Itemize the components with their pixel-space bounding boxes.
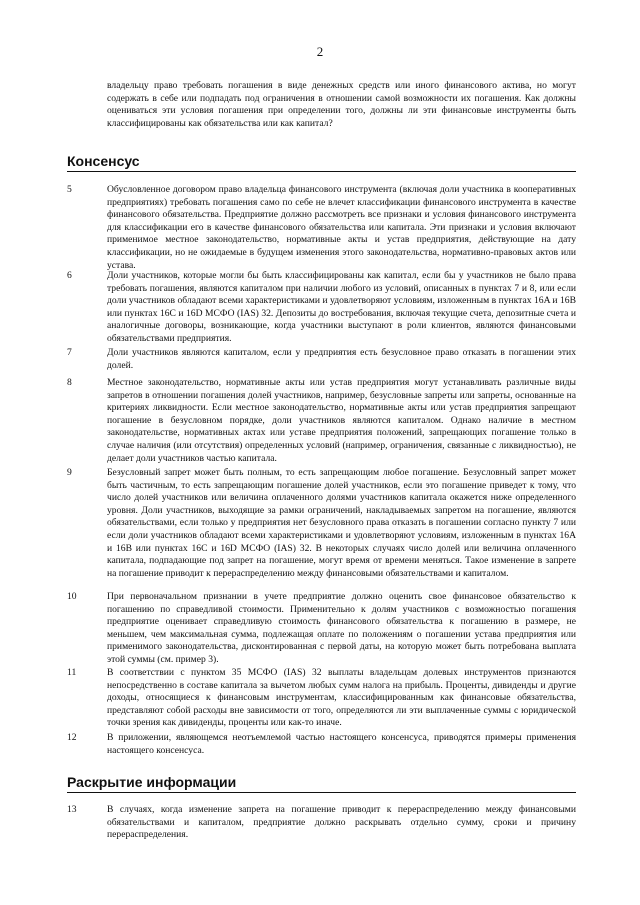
paragraph-10 <box>67 591 576 667</box>
section-heading-consensus: Консенсус <box>67 152 576 172</box>
section-heading-disclosure: Раскрытие информации <box>67 773 576 793</box>
paragraph-number: 10 <box>67 591 77 602</box>
paragraph-number: 7 <box>67 347 72 358</box>
paragraph-5 <box>67 184 576 272</box>
paragraph-text: Местное законодательство, нормативные акты или устав предприятия могут устанавливать различные виды запретов в отношении погашения долей участников, например, безусловные запреты или запреты, основанные на критериях ликвидности. Если местное законодательство, нормативные акты или устав предприятия запрещают погашение в безусловном порядке, доли участников являются капиталом. Однако наличие в местном законодательстве, нормативных актах или уставе предприятия положений, запрещающих погашение только в случае наличия (или отсутствия) определенных условий (например, ограничения, связанные с ликвидностью), не делает доли участников частью капитала. <box>107 377 576 464</box>
paragraph-text: В случаях, когда изменение запрета на погашение приводит к перераспределению между финансовыми обязательствами и капиталом, предприятие должно раскрывать отдельно сумму, сроки и причину перераспределения. <box>107 804 576 841</box>
intro-paragraph: владельцу право требовать погашения в виде денежных средств или иного финансового актива, но могут содержать в себе или подпадать под ограничения в отношении самой возможности их погашения. Как должны оцениваться эти условия погашения при определении того, должны ли эти финансовые инструменты быть классифицированы как обязательства или как капитал? <box>107 80 576 129</box>
paragraph-text: Безусловный запрет может быть полным, то есть запрещающим любое погашение. Безусловный запрет может быть частичным, то есть запрещающим погашение долей участников, если это погашение приведет к тому, что число долей участников или величина оплаченного долями участников капитала окажется ниже определенного уровня. Доли участников, выходящие за рамки ограничений, накладываемых запретом на погашение, являются обязательствами, если только у предприятия нет безусловного права отказать в погашении согласно пункту 7 или если доли участников обладают всеми характеристиками и удовлетворяют условиям, изложенным в пунктах 16A и 16B или пунктах 16C и 16D МСФО (IAS) 32. В некоторых случаях число долей или величина оплаченного капитала, подпадающие под запрет на погашение, могут время от времени меняться. Такое изменение в запрете на погашение приводит к перераспределению между финансовыми обязательствами и капиталом. <box>107 467 576 579</box>
paragraph-text: В приложении, являющемся неотъемлемой частью настоящего консенсуса, приводятся примеры применения настоящего консенсуса. <box>107 732 576 756</box>
paragraph-number: 12 <box>67 732 77 743</box>
paragraph-text: В соответствии с пунктом 35 МСФО (IAS) 32 выплаты владельцам долевых инструментов признаются непосредственно в составе капитала за вычетом любых сумм налога на прибыль. Проценты, дивиденды и другие доходы, относящиеся к финансовым инструментам, классифицированным как финансовые обязательства, представляют собой расходы вне зависимости от того, определяются ли эти выплаченные суммы с юридической точки зрения как дивиденды, проценты или как-то иначе. <box>107 667 576 729</box>
paragraph-9 <box>67 467 576 580</box>
paragraph-number: 13 <box>67 804 77 815</box>
paragraph-number: 5 <box>67 184 72 195</box>
paragraph-text: Доли участников, которые могли бы быть классифицированы как капитал, если бы у участников не было права требовать погашения, являются капиталом при наличии любого из условий, описанных в пунктах 7 и 8, или если доли участников обладают всеми характеристиками и удовлетворяют условиям, изложенным в пунктах 16A и 16B или пунктах 16C и 16D МСФО (IAS) 32. Депозиты до востребования, включая текущие счета, депозитные счета и аналогичные договоры, возникающие, когда участники выступают в роли клиентов, являются финансовыми обязательствами предприятия. <box>107 270 576 344</box>
paragraph-text: При первоначальном признании в учете предприятие должно оценить свое финансовое обязательство к погашению по справедливой стоимости. Применительно к долям участников с возможностью погашения предприятие оценивает справедливую стоимость финансового обязательства к погашению в размере, не меньшем, чем максимальная сумма, подлежащая оплате по положениям о погашении устава предприятия или применимого законодательства, дисконтированная с первой даты, на которую может быть потребована выплата этой суммы (см. пример 3). <box>107 591 576 665</box>
paragraph-11 <box>67 667 576 730</box>
paragraph-number: 11 <box>67 667 77 678</box>
paragraph-8 <box>67 377 576 465</box>
page-number: 2 <box>316 44 324 59</box>
paragraph-text: Доли участников являются капиталом, если у предприятия есть безусловное право отказать в погашении этих долей. <box>107 347 576 371</box>
paragraph-7 <box>67 347 576 372</box>
paragraph-number: 9 <box>67 467 72 478</box>
paragraph-number: 6 <box>67 270 72 281</box>
paragraph-text: Обусловленное договором право владельца финансового инструмента (включая доли участника в кооперативных предприятиях) требовать погашения само по себе не влечет классификации финансового инструмента в качестве финансового обязательства. Предприятие должно рассмотреть все признаки и условия финансового инструмента для классификации его в качестве финансового обязательства или капитала. Эти признаки и условия включают применимое местное законодательство, нормативные акты и устав предприятия, действующие на дату классификации, но не ожидаемые в будущем изменения этого законодательства, нормативно-правовых актов или устава. <box>107 184 576 271</box>
paragraph-number: 8 <box>67 377 72 388</box>
paragraph-13 <box>67 804 576 842</box>
paragraph-12 <box>67 732 576 757</box>
paragraph-6 <box>67 270 576 346</box>
